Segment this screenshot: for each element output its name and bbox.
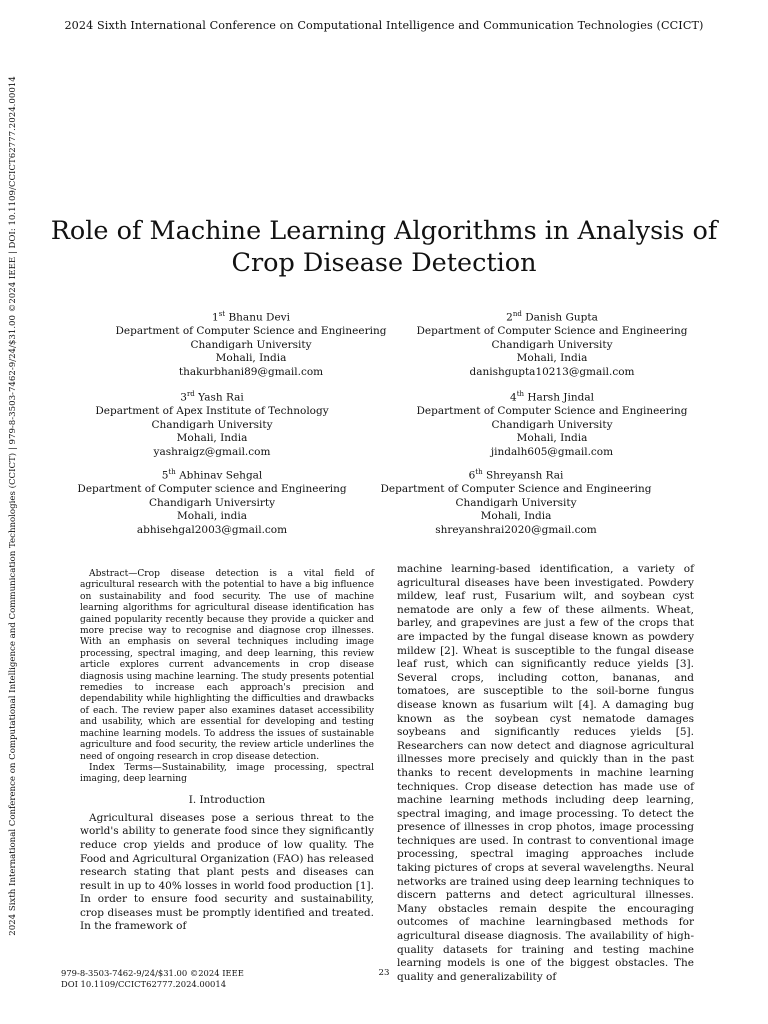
author-block-4 bbox=[401, 388, 703, 459]
author-email: shreyanshrai2020@gmail.com bbox=[435, 523, 597, 536]
doi-sidebar: 2024 Sixth International Conference on Computational Intelligence and Communication Technologies (CCICT) | 979-8-3503-7462-9/24/$31.00 ©2024 IEEE | DOI: 10.1109/CCICT62777.2024.00014 bbox=[8, 76, 18, 936]
right-column bbox=[397, 563, 694, 984]
index-terms: Index Terms—Sustainability, image processing, spectral imaging, deep learning bbox=[80, 762, 374, 785]
author-university: Chandigarh University bbox=[491, 338, 613, 351]
author-dept: Department of Apex Institute of Technology bbox=[95, 405, 329, 417]
author-name: 6th Shreyansh Rai bbox=[468, 468, 564, 482]
author-city: Mohali, India bbox=[480, 510, 552, 522]
author-email: thakurbhani89@gmail.com bbox=[178, 365, 324, 378]
author-dept: Department of Computer science and Engineering bbox=[77, 483, 347, 495]
introduction-paragraph: Agricultural diseases pose a serious threat to the world's ability to generate food since they significantly reduce crop yields and produce of low quality. The Food and Agricultural Organization (FAO) has released research stating that plant pests and diseases can result in up to 40% losses in world food production [1]. In order to ensure food security and sustainability, crop diseases must be promptly identified and treated. In the framework of bbox=[80, 811, 374, 933]
author-email: danishgupta10213@gmail.com bbox=[469, 365, 635, 378]
author-city: Mohali, India bbox=[215, 352, 287, 364]
author-name: 3rd Yash Rai bbox=[180, 390, 244, 404]
author-dept: Department of Computer Science and Engineering bbox=[416, 405, 688, 417]
author-email: abhisehgal2003@gmail.com bbox=[136, 523, 288, 536]
paper-title: Role of Machine Learning Algorithms in Analysis of Crop Disease Detection bbox=[50, 216, 718, 279]
author-university: Chandigarh University bbox=[455, 496, 577, 509]
author-university: Chandigarh Universirty bbox=[148, 496, 276, 509]
author-block-5 bbox=[61, 466, 363, 537]
left-column bbox=[80, 569, 374, 934]
author-dept: Department of Computer Science and Engineering bbox=[115, 325, 387, 337]
author-city: Mohali, india bbox=[177, 510, 247, 522]
author-name: 1st Bhanu Devi bbox=[212, 310, 290, 324]
author-city: Mohali, India bbox=[176, 432, 248, 444]
author-block-2 bbox=[401, 308, 703, 379]
author-dept: Department of Computer Science and Engineering bbox=[416, 325, 688, 337]
author-city: Mohali, India bbox=[516, 352, 588, 364]
author-block-6 bbox=[365, 466, 667, 537]
page-number: 23 bbox=[378, 968, 390, 978]
author-email: jindalh605@gmail.com bbox=[490, 445, 614, 458]
author-university: Chandigarh University bbox=[151, 418, 273, 431]
conference-header: 2024 Sixth International Conference on Computational Intelligence and Communication Technologies (CCICT) bbox=[64, 19, 704, 32]
footer-doi: DOI 10.1109/CCICT62777.2024.00014 bbox=[61, 979, 227, 989]
abstract: Abstract—Crop disease detection is a vital field of agricultural research with the potential to have a big influence on sustainability and food security. The use of machine learning algorithms for agricultural disease identification has gained popularity recently because they provide a quicker and more precise way to recognise and diagnose crop illnesses. With an emphasis on several techniques including image processing, spectral imaging, and deep learning, this review article explores current advancements in crop disease diagnosis using machine learning. The study presents potential remedies to increase each approach's precision and dependability while highlighting the difficulties and drawbacks of each. The review paper also examines dataset accessibility and usability, which are essential for developing and testing machine learning models. To address the issues of sustainable agriculture and food security, the review article underlines the need of ongoing research in crop disease detection. bbox=[80, 569, 374, 762]
author-block-3 bbox=[61, 388, 363, 459]
author-name: 2nd Danish Gupta bbox=[506, 310, 598, 324]
author-city: Mohali, India bbox=[516, 432, 588, 444]
author-name: 5th Abhinav Sehgal bbox=[161, 468, 263, 482]
introduction-continued: machine learning-based identification, a variety of agricultural diseases have been investigated. Powdery mildew, leaf rust, Fusarium wilt, and soybean cyst nematode are only a few of these ailments. Wheat, barley, and grapevines are just a few of the crops that are impacted by the fungal disease known as powdery mildew [2]. Wheat is susceptible to the fungal disease leaf rust, which can significantly reduce yields [3]. Several crops, including cotton, bananas, and tomatoes, are susceptible to the soil-borne fungus disease known as fusarium wilt [4]. A damaging bug known as the soybean cyst nematode damages soybeans and significantly reduces yields [5]. Researchers can now detect and diagnose agricultural illnesses more precisely and quickly than in the past thanks to recent developments in machine learning techniques. Crop disease detection has made use of machine learning methods including deep learning, spectral imaging, and image processing. To detect the presence of illnesses in crop photos, image processing techniques are used. In contrast to conventional image processing, spectral imaging approaches include taking pictures of crops at several wavelengths. Neural networks are trained using deep learning techniques to discern patterns and detect agricultural illnesses. Many obstacles remain despite the encouraging outcomes of machine learningbased methods for agricultural disease diagnosis. The availability of high-quality datasets for training and testing machine learning models is one of the biggest obstacles. The quality and generalizability of bbox=[397, 563, 694, 983]
author-university: Chandigarh University bbox=[491, 418, 613, 431]
author-email: yashraigz@gmail.com bbox=[153, 445, 271, 458]
author-dept: Department of Computer Science and Engineering bbox=[380, 483, 652, 495]
author-name: 4th Harsh Jindal bbox=[510, 390, 594, 404]
author-university: Chandigarh University bbox=[190, 338, 312, 351]
author-block-1 bbox=[100, 308, 402, 379]
section-heading-introduction: I. Introduction bbox=[188, 793, 266, 806]
footer-isbn: 979-8-3503-7462-9/24/$31.00 ©2024 IEEE bbox=[61, 968, 244, 978]
